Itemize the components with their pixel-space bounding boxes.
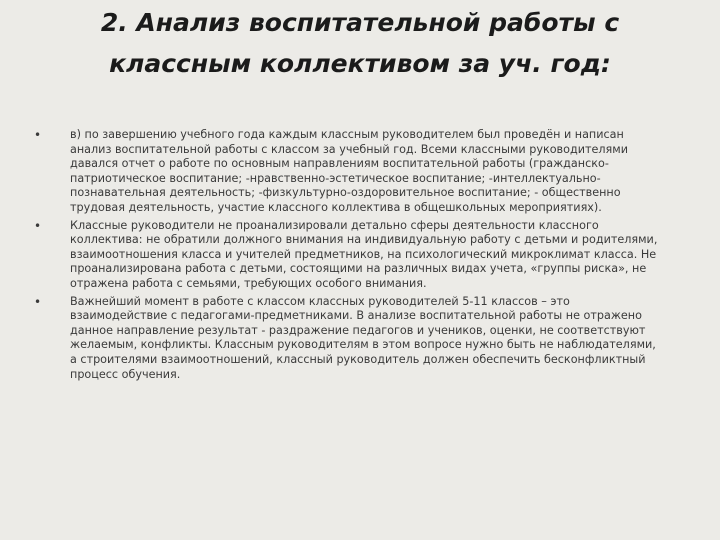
bullet-item	[34, 128, 664, 216]
bullet-text: в) по завершению учебного года каждым классным руководителем был проведён и написан анализ воспитательной работы с классом за учебный год. Всеми классными руководителями давался отчет о работе по основным направлениям воспитательной работы (гражданско-патриотическое воспитание; -нравственно-эстетическое воспитание; -интеллектуально-познавательная деятельность; -физкультурно-оздоровительное воспитание; - общественно трудовая деятельность, участие классного коллектива в общешкольных мероприятиях).	[70, 128, 628, 214]
bullet-item	[34, 219, 664, 292]
bullet-item	[34, 295, 664, 383]
bullet-text: Классные руководители не проанализировали детально сферы деятельности классного коллектива: не обратили должного внимания на индивидуальную работу с детьми и родителями, взаимоотношения класса и учителей предметников, на психологический микроклимат класса. Не проанализирована работа с детьми, состоящими на различных видах учета, «группы риска», не отражена работа с семьями, требующих особого внимания.	[70, 218, 658, 290]
bullet-text: Важнейший момент в работе с классом классных руководителей 5-11 классов – это взаимодействие с педагогами-предметниками. В анализе воспитательной работы не отражено данное направление результат - раздражение педагогов и учеников, оценки, не соответствуют желаемым, конфликты. Классным руководителям в этом вопросе нужно быть не наблюдателями, а строителями взаимоотношений, классный руководитель должен обеспечить бесконфликтный процесс обучения.	[70, 294, 656, 381]
slide-title: 2. Анализ воспитательной работы с классным коллективом за уч. год:	[100, 8, 620, 78]
bullet-marker: •	[34, 128, 42, 142]
bullet-list	[34, 128, 664, 385]
bullet-marker: •	[34, 294, 42, 309]
bullet-marker: •	[34, 218, 42, 233]
